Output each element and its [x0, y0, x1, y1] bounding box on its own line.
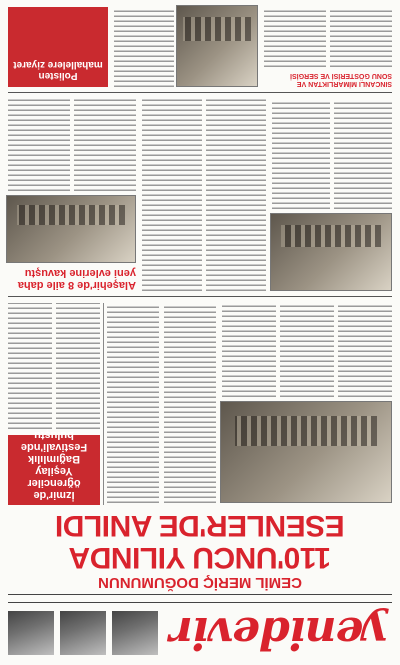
masthead-photo: [8, 611, 54, 655]
main-story-text-column: [222, 303, 276, 397]
housing-story-text-column: [8, 99, 70, 191]
main-story-kicker: CEMİL MERİÇ DOĞUMUNUN: [98, 574, 302, 591]
bottom-left-headline-line2: SONU GÖSTERİSİ VE SERGİSİ: [290, 72, 392, 79]
housing-story-photo: [6, 195, 136, 263]
main-story-photo: [220, 401, 392, 503]
section-divider: [8, 92, 392, 93]
housing-story-text-column: [74, 99, 136, 191]
masthead-photo: [60, 611, 106, 655]
bottom-story-text-column: [114, 7, 174, 87]
housing-story-headline-line2: yeni evlerine kavuştu: [24, 267, 136, 279]
column-divider: [103, 303, 104, 505]
bottom-left-story-block: [262, 71, 392, 87]
event-story-text-column: [272, 99, 330, 209]
dateline-bar: [8, 594, 392, 603]
bottom-right-red-box-title: Polisten mahallelere ziyaret: [13, 59, 103, 81]
main-story-text-column: [338, 303, 392, 397]
bottom-left-headline-line1: SINCANLI MİMARLIKTAN VE: [296, 80, 392, 87]
main-story-text-column: [280, 303, 334, 397]
masthead: [8, 605, 392, 659]
side-red-box-title: İzmir'de öğrenciler Yeşilay Bağımlılık Festivali'nde buluştu: [20, 429, 88, 501]
side-story-text-column: [56, 303, 100, 429]
event-story-text-column: [334, 99, 392, 209]
news-text-column: [142, 99, 202, 291]
news-text-column: [206, 99, 266, 291]
bottom-right-red-box: [8, 7, 108, 87]
housing-story-block: [8, 267, 136, 291]
side-red-box: [8, 429, 100, 505]
main-story-text-column: [107, 303, 159, 503]
bottom-story-text-column: [330, 7, 392, 67]
housing-story-headline-line1: Alaşehir'de 8 aile daha: [17, 279, 136, 291]
event-photo: [270, 213, 392, 291]
newspaper-logo: yenidevir: [170, 607, 388, 658]
main-story-text-column: [164, 303, 216, 503]
main-story-headline-line1: 110'UNCU YILINDA: [69, 541, 331, 574]
main-story-headline-line2: ESENLER'DE ANILDI: [55, 509, 345, 542]
section-divider: [8, 296, 392, 297]
bottom-story-photo: [176, 5, 258, 87]
bottom-story-text-column: [264, 7, 326, 67]
masthead-photo-strip: [8, 609, 158, 655]
main-story-headline-block: [8, 507, 392, 591]
side-story-text-column: [8, 303, 52, 429]
masthead-photo: [112, 611, 158, 655]
